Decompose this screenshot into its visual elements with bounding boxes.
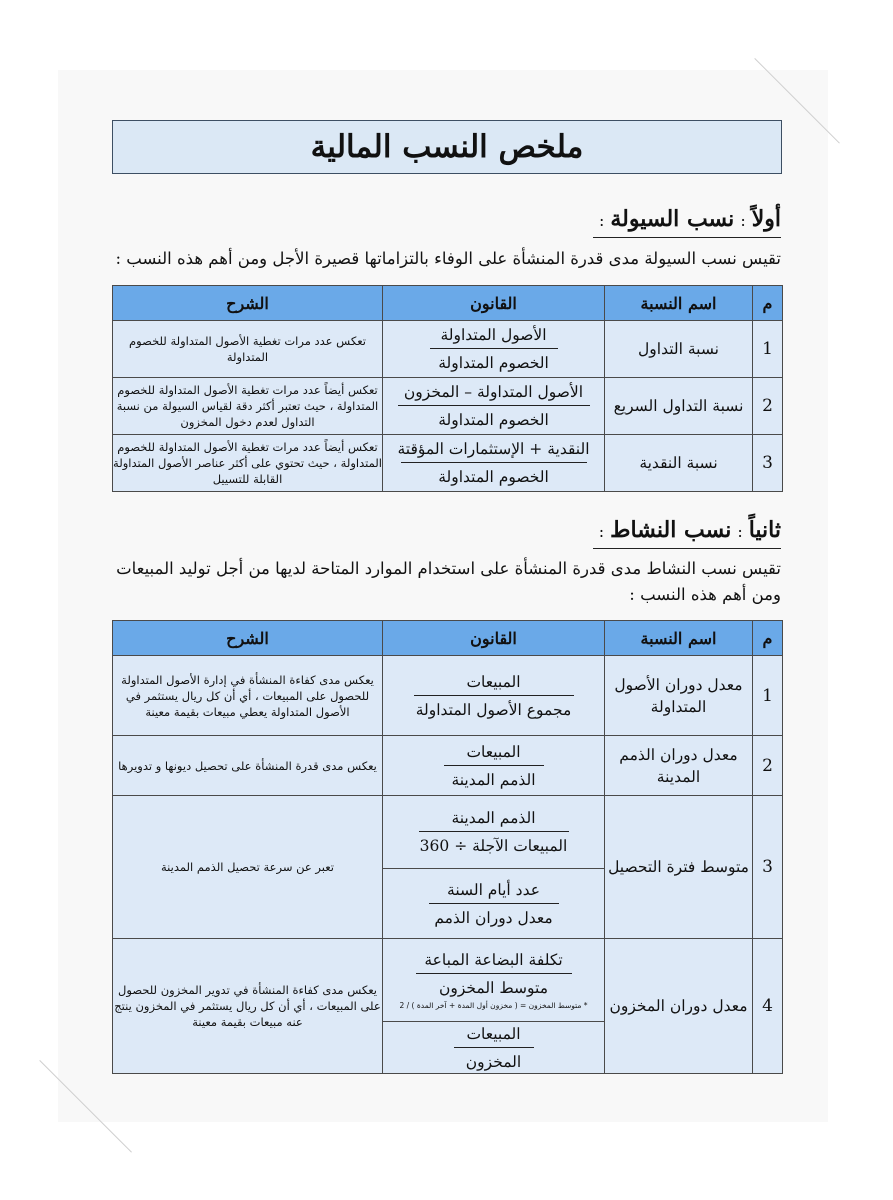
table-row [113, 321, 783, 378]
ratio-name: معدل دوران المخزون [605, 939, 753, 1074]
ratio-name: نسبة النقدية [605, 435, 753, 492]
formula-denominator: معدل دوران الذمم [434, 908, 553, 927]
table-row [113, 736, 783, 796]
header-explanation: الشرح [113, 286, 383, 321]
header-num: م [753, 621, 783, 656]
formula-numerator: المبيعات [466, 672, 521, 691]
ratio-explanation: تعكس أيضاً عدد مرات تغطية الأصول المتداولة للخصوم المتداولة ، حيث تحتوي على أكثر عناصر الأصول المتداولة القابلة للتسييل [113, 435, 383, 492]
table-row [113, 939, 783, 1074]
page-title: ملخص النسب المالية [112, 120, 782, 174]
row-number: 3 [753, 435, 783, 492]
ratio-explanation: تعكس عدد مرات تغطية الأصول المتداولة للخصوم المتداولة [113, 321, 383, 378]
row-number: 1 [753, 656, 783, 736]
activity-ratios-table [112, 620, 783, 1074]
ratio-explanation: تعكس أيضاً عدد مرات تغطية الأصول المتداولة للخصوم المتداولة ، حيث تعتبر أكثر دقة لقياس السيولة من نسبة التداول لعدم دخول المخزون [113, 378, 383, 435]
formula-numerator: المبيعات [466, 742, 521, 761]
ratio-name: معدل دوران الذمم المدينة [605, 736, 753, 796]
section2-ordinal: ثانياً [748, 517, 781, 543]
ratio-formula [383, 796, 605, 939]
table-row [113, 796, 783, 939]
section1-name: نسب السيولة [610, 206, 735, 232]
ratio-formula [383, 321, 605, 378]
header-formula: القانون [383, 286, 605, 321]
ratio-formula [383, 378, 605, 435]
section1-ordinal: أولاً [751, 206, 781, 232]
ratio-explanation: يعكس مدى قدرة المنشأة على تحصيل ديونها و تدويرها [113, 736, 383, 796]
table-row [113, 435, 783, 492]
formula-note: * متوسط المخزون = ( مخزون أول المدة + آخر المدة ) / 2 [399, 1001, 588, 1010]
row-number: 3 [753, 796, 783, 939]
table-row [113, 656, 783, 736]
section2-heading: ثانياً:نسب النشاط: [593, 517, 781, 549]
ratio-formula [383, 736, 605, 796]
formula-numerator: الأصول المتداولة – المخزون [403, 383, 584, 401]
ratio-name: معدل دوران الأصول المتداولة [605, 656, 753, 736]
formula-denominator: مجموع الأصول المتداولة [415, 700, 572, 719]
section1-heading: أولاً:نسب السيولة: [593, 206, 781, 238]
header-explanation: الشرح [113, 621, 383, 656]
liquidity-ratios-table [112, 285, 783, 492]
ratio-name: متوسط فترة التحصيل [605, 796, 753, 939]
header-num: م [753, 286, 783, 321]
ratio-explanation: يعكس مدى كفاءة المنشأة في تدوير المخزون للحصول على المبيعات ، أي أن كل ريال يستثمر في المخزون ينتج عنه مبيعات بقيمة معينة [113, 939, 383, 1074]
formula-denominator: الخصوم المتداولة [438, 354, 549, 372]
header-name: اسم النسبة [605, 286, 753, 321]
table-row [113, 378, 783, 435]
ratio-explanation: يعكس مدى كفاءة المنشأة في إدارة الأصول المتداولة للحصول على المبيعات ، أي أن كل ريال يستثمر في الأصول المتداولة يعطي مبيعات بقيمة معينة [113, 656, 383, 736]
formula-numerator: الأصول المتداولة [440, 326, 547, 344]
ratio-formula [383, 939, 605, 1074]
section2-intro: تقيس نسب النشاط مدى قدرة المنشأة على استخدام الموارد المتاحة لديها من أجل توليد المبيعات ومن أهم هذه النسب : [116, 559, 781, 604]
formula-denominator: الذمم المدينة [451, 770, 536, 789]
formula-denominator: متوسط المخزون [438, 979, 549, 997]
ratio-explanation: تعبر عن سرعة تحصيل الذمم المدينة [113, 796, 383, 939]
ratio-name: نسبة التداول [605, 321, 753, 378]
formula-denominator: الخصوم المتداولة [438, 468, 549, 486]
formula-numerator: النقدية + الإستثمارات المؤقتة [397, 440, 590, 458]
formula-denominator: المخزون [465, 1052, 522, 1071]
formula-denominator: المبيعات الآجلة ÷ 360 [419, 837, 568, 855]
ratio-formula [383, 435, 605, 492]
row-number: 1 [753, 321, 783, 378]
row-number: 4 [753, 939, 783, 1074]
header-formula: القانون [383, 621, 605, 656]
formula-numerator: عدد أيام السنة [447, 880, 540, 899]
table-header-row [113, 621, 783, 656]
formula-numerator: تكلفة البضاعة المباعة [424, 951, 563, 969]
row-number: 2 [753, 736, 783, 796]
ratio-name: نسبة التداول السريع [605, 378, 753, 435]
section1-intro: تقيس نسب السيولة مدى قدرة المنشأة على الوفاء بالتزاماتها قصيرة الأجل ومن أهم هذه النسب : [115, 249, 781, 268]
row-number: 2 [753, 378, 783, 435]
formula-numerator: المبيعات [466, 1024, 521, 1043]
formula-numerator: الذمم المدينة [451, 809, 536, 827]
formula-denominator: الخصوم المتداولة [438, 411, 549, 429]
section2-name: نسب النشاط [610, 517, 732, 543]
table-header-row [113, 286, 783, 321]
header-name: اسم النسبة [605, 621, 753, 656]
ratio-formula [383, 656, 605, 736]
